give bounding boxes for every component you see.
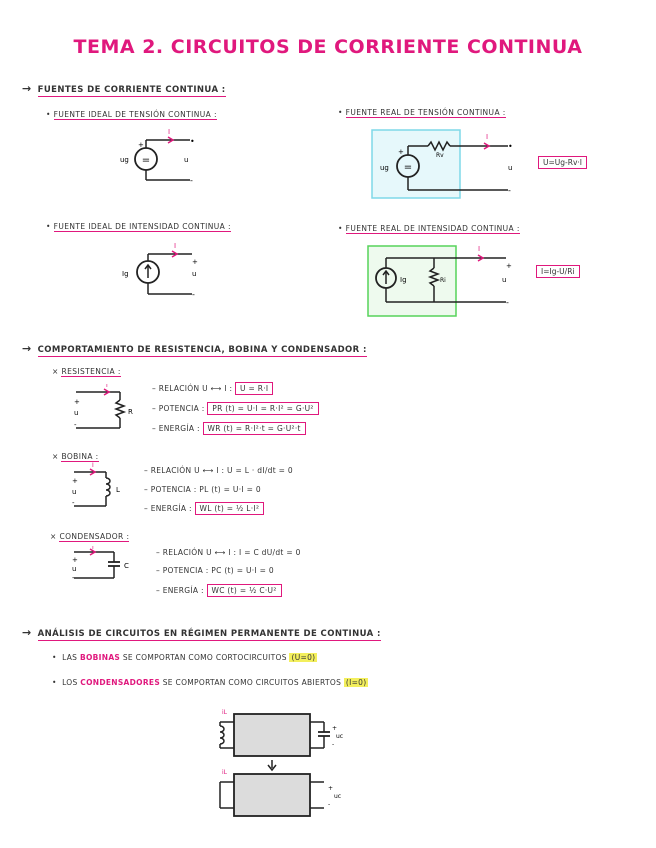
- svg-text:ug: ug: [120, 156, 129, 164]
- svg-text:Rv: Rv: [436, 152, 444, 159]
- svg-text:-: -: [506, 298, 509, 307]
- svg-text:-: -: [74, 421, 77, 429]
- svg-text:Ig: Ig: [122, 270, 129, 278]
- svg-text:Ig: Ig: [400, 276, 407, 284]
- section-comportamiento: → COMPORTAMIENTO DE RESISTENCIA, BOBINA Y CONDENSADOR :: [22, 342, 367, 355]
- bobina-relacion-row: – RELACIÓN U ⟷ I : U = L · dI/dt = 0: [144, 466, 293, 475]
- svg-text:I: I: [106, 384, 108, 389]
- bobina-potencia-row: – POTENCIA : PL (t) = U·I = 0: [144, 485, 261, 494]
- resistencia-relacion-row: – RELACIÓN U ⟷ I : U = R·I: [152, 384, 273, 393]
- svg-text:•: •: [190, 137, 195, 146]
- condensador-circuit: [68, 546, 138, 588]
- resistencia-energia-row: – ENERGÍA : WR (t) = R·I²·t = G·U²·t: [152, 424, 306, 433]
- svg-text:uc: uc: [334, 793, 342, 800]
- svg-text:ug: ug: [380, 164, 389, 172]
- ideal-intensidad-circuit: [118, 240, 208, 304]
- real-intensidad-circuit: [366, 242, 516, 320]
- svg-text:=: =: [141, 155, 151, 166]
- ideal-tension-circuit: [118, 126, 208, 192]
- svg-text:-: -: [332, 741, 335, 748]
- svg-text:Ri: Ri: [440, 277, 446, 284]
- section-analisis: → ANÁLISIS DE CIRCUITOS EN RÉGIMEN PERMANENTE DE CONTINUA :: [22, 626, 381, 639]
- bobina-circuit: [68, 462, 138, 514]
- svg-text:iL: iL: [222, 769, 228, 776]
- bobina-heading: × BOBINA :: [52, 452, 99, 461]
- svg-text:u: u: [72, 565, 77, 573]
- svg-text:+: +: [398, 148, 404, 156]
- condensador-energia-row: – ENERGÍA : WC (t) = ½ C·U²: [156, 586, 282, 595]
- svg-text:+: +: [192, 258, 198, 266]
- resistencia-potencia-row: – POTENCIA : PR (t) = U·I = R·I² = G·U²: [152, 404, 319, 413]
- svg-text:+: +: [74, 398, 80, 406]
- svg-text:iL: iL: [222, 709, 228, 716]
- svg-text:u: u: [74, 409, 79, 417]
- svg-text:I: I: [486, 133, 489, 141]
- svg-text:I: I: [174, 242, 177, 250]
- svg-text:u: u: [72, 488, 77, 496]
- svg-text:-: -: [72, 574, 75, 582]
- condensador-potencia-row: – POTENCIA : PC (t) = U·I = 0: [156, 566, 274, 575]
- svg-text:uc: uc: [336, 733, 344, 740]
- ideal-intensidad-heading: • FUENTE IDEAL DE INTENSIDAD CONTINUA :: [46, 222, 231, 231]
- svg-text:L: L: [116, 486, 120, 494]
- svg-text:+: +: [506, 262, 512, 270]
- svg-text:R: R: [128, 408, 133, 416]
- analisis-bobinas-bullet: • LAS BOBINAS SE COMPORTAN COMO CORTOCIRCUITOS (U=0): [52, 653, 316, 662]
- svg-text:•: •: [508, 142, 513, 151]
- regimen-permanente-diagram: [212, 704, 352, 822]
- bobina-energia-row: – ENERGÍA : WL (t) = ½ L·I²: [144, 504, 264, 513]
- svg-text:+: +: [138, 141, 144, 149]
- svg-text:I: I: [92, 462, 94, 469]
- svg-text:=: =: [403, 162, 413, 173]
- svg-text:-: -: [508, 186, 511, 195]
- svg-text:I: I: [478, 245, 481, 253]
- analisis-condensadores-bullet: • LOS CONDENSADORES SE COMPORTAN COMO CIRCUITOS ABIERTOS (I=0): [52, 678, 367, 687]
- ideal-tension-heading: • FUENTE IDEAL DE TENSIÓN CONTINUA :: [46, 110, 217, 119]
- svg-text:-: -: [190, 176, 193, 185]
- condensador-relacion-row: – RELACIÓN U ⟷ I : I = C dU/dt = 0: [156, 548, 301, 557]
- svg-text:I: I: [92, 546, 94, 551]
- section-fuentes: → FUENTES DE CORRIENTE CONTINUA :: [22, 82, 226, 95]
- svg-text:I: I: [168, 128, 171, 136]
- svg-text:-: -: [192, 290, 195, 299]
- svg-text:+: +: [328, 785, 334, 792]
- svg-text:-: -: [72, 499, 75, 507]
- real-tension-heading: • FUENTE REAL DE TENSIÓN CONTINUA :: [338, 108, 506, 117]
- svg-text:u: u: [184, 156, 189, 164]
- real-intensidad-heading: • FUENTE REAL DE INTENSIDAD CONTINUA :: [338, 224, 520, 233]
- svg-text:+: +: [72, 477, 78, 485]
- svg-text:-: -: [328, 801, 331, 808]
- page-title: TEMA 2. CIRCUITOS DE CORRIENTE CONTINUA: [73, 36, 583, 58]
- formula-real-tension: U=Ug-Rv·I: [538, 156, 587, 169]
- svg-text:u: u: [192, 270, 197, 278]
- svg-text:u: u: [502, 276, 507, 284]
- formula-real-intensidad: I=Ig-U/Ri: [536, 265, 580, 278]
- svg-text:u: u: [508, 164, 513, 172]
- condensador-heading: × CONDENSADOR :: [50, 532, 130, 541]
- svg-text:C: C: [124, 562, 129, 570]
- svg-text:+: +: [72, 556, 78, 564]
- resistencia-circuit: [70, 384, 140, 436]
- real-tension-circuit: [368, 126, 518, 202]
- resistencia-heading: × RESISTENCIA :: [52, 367, 121, 376]
- svg-text:+: +: [332, 725, 338, 732]
